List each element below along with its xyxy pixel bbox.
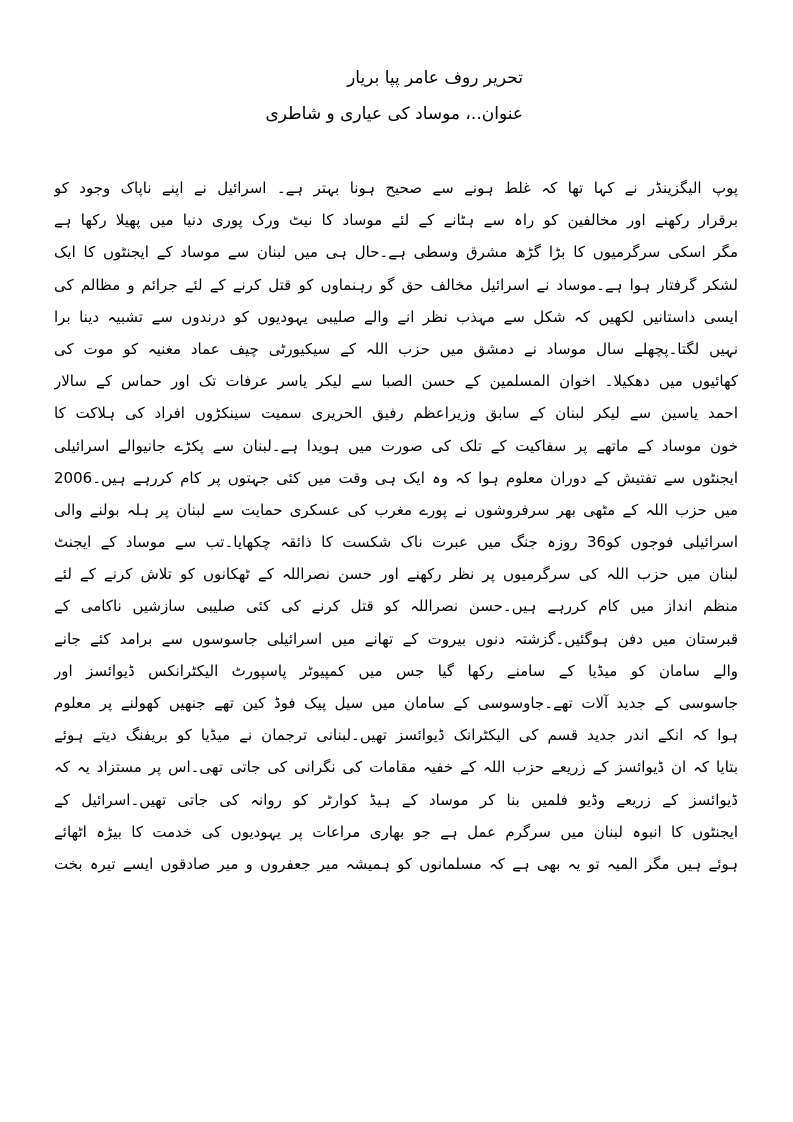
text-line: ایسی داستانیں لکھیں کہ شکل سے مہذب نظر انے والے صلیبی یہودیوں کو درندوں سے تشبیہ دینا برا	[54, 307, 738, 326]
text-line: پوپ الیگزینڈر نے کہا تھا کہ غلط ہونے سے صحیح ہونا بہتر ہے۔ اسرائیل نے اپنے ناپاک وجود کو	[54, 179, 738, 197]
text-line: اسرائیلی فوجوں کو36 روزہ جنگ میں عبرت ناک شکست کا ذائقہ چکھایا۔تب سے موساد کے ایجنٹ	[54, 533, 738, 552]
text-line: قبرستان میں دفن ہوگئیں۔گزشتہ دنوں بیروت کے تھانے میں اسرائیلی جاسوسوں سے برامد کئے جانے	[54, 629, 738, 648]
text-line: برقرار رکھنے اور مخالفین کو راہ سے ہٹانے کے لئے موساد کا نیٹ ورک پوری دنیا میں پھیلا رکھا ہے	[54, 211, 738, 230]
text-line: ڈیوائسز کے زریعے وڈیو فلمیں بنا کر موساد کے ہیڈ کوارٹر کو روانہ کی جاتی تھیں۔اسرائیل کے	[54, 790, 738, 809]
text-line: ہوا کہ انکے اندر جدید قسم کی الیکٹرانک ڈیوائسز تھیں۔لبنانی ترجمان نے میڈیا کو بریفنگ دیتے ہوئے	[54, 726, 738, 745]
text-line: جاسوسی کے جدید آلات تھے۔جاوسوسی کے سامان میں سیل پیک فوڈ کین تھے جنھیں کھولنے پر معلوم	[54, 694, 738, 712]
text-line: کھائیوں میں دھکیلا۔ اخوان المسلمین کے حسن الصبا سے لیکر یاسر عرفات تک اور حماس کے سالار	[54, 372, 738, 391]
text-line: لبنان میں حزب اللہ کی سرگرمیوں پر نظر رکھنے اور حسن نصراللہ کے ٹھکانوں کو تلاش کرنے کے لئے	[54, 565, 738, 584]
text-line: ایجنٹوں سے تفتیش کے دوران معلوم ہوا کہ وہ ایک ہی وقت میں کئی جہتوں پر کام کررہے ہیں۔2006	[54, 468, 738, 487]
author-line: تحریر روف عامر پپا بریار	[347, 68, 523, 88]
text-line: میں حزب اللہ کے مٹھی بھر سرفروشوں نے پورے مغرب کی عسکری حمایت سے لبنان پر ہلہ بولنے والی	[54, 500, 738, 519]
text-line: ہوئے ہیں مگر المیہ تو یہ بھی ہے کہ مسلمانوں کو ہمیشہ میر جعفروں و میر صادقوں ایسے تیرہ بخت	[54, 854, 738, 873]
text-line: والے سامان کو میڈیا کے سامنے رکھا گیا جس میں کمپیوٹر پاسپورٹ الیکٹرانکس ڈیوائسز اور	[54, 661, 738, 680]
text-line: لشکر گرفتار ہوا ہے۔موساد نے اسرائیل مخالف حق گو رہنماوں کو قتل کرنے کے لئے جرائم و مظالم کی	[54, 275, 738, 294]
article-body	[54, 172, 738, 880]
text-line: مگر اسکی سرگرمیوں کا بڑا گڑھ مشرق وسطی ہے۔حال ہی میں لبنان سے موساد کے ایجنٹوں کا ایک	[54, 243, 738, 262]
text-line: خون موساد کے ماتھے پر سفاکیت کے تلک کی صورت میں ہویدا ہے۔لبنان سے پکڑے جانیوالے اسرائیلی	[54, 436, 738, 455]
text-line: منظم انداز میں کام کررہے ہیں۔حسن نصراللہ کو قتل کرنے کی کئی صلیبی سازشیں ناکامی کے	[54, 597, 738, 616]
text-line: احمد یاسین سے لیکر لبنان کے سابق وزیراعظم رفیق الحریری سمیت سینکڑوں افراد کی ہلاکت کا	[54, 404, 738, 423]
title-line: عنوان..، موساد کی عیاری و شاطری	[265, 104, 523, 124]
document-header	[265, 60, 523, 132]
text-line: بتایا کہ ان ڈیوائسز کے زریعے حزب اللہ کے خفیہ مقامات کی نگرانی کی جاتی تھی۔اس پر مستزاد یہ کہ	[54, 758, 738, 777]
text-line: ایجنٹوں کا انبوہ لبنان میں سرگرم عمل ہے جو بھاری مراعات پر یہودیوں کی خدمت کا بیڑہ اٹھائے	[54, 822, 738, 841]
text-line: نہیں لگتا۔پچھلے سال موساد نے دمشق میں حزب اللہ کے سیکیورٹی چیف عماد مغنیہ کو موت کی	[54, 339, 738, 358]
